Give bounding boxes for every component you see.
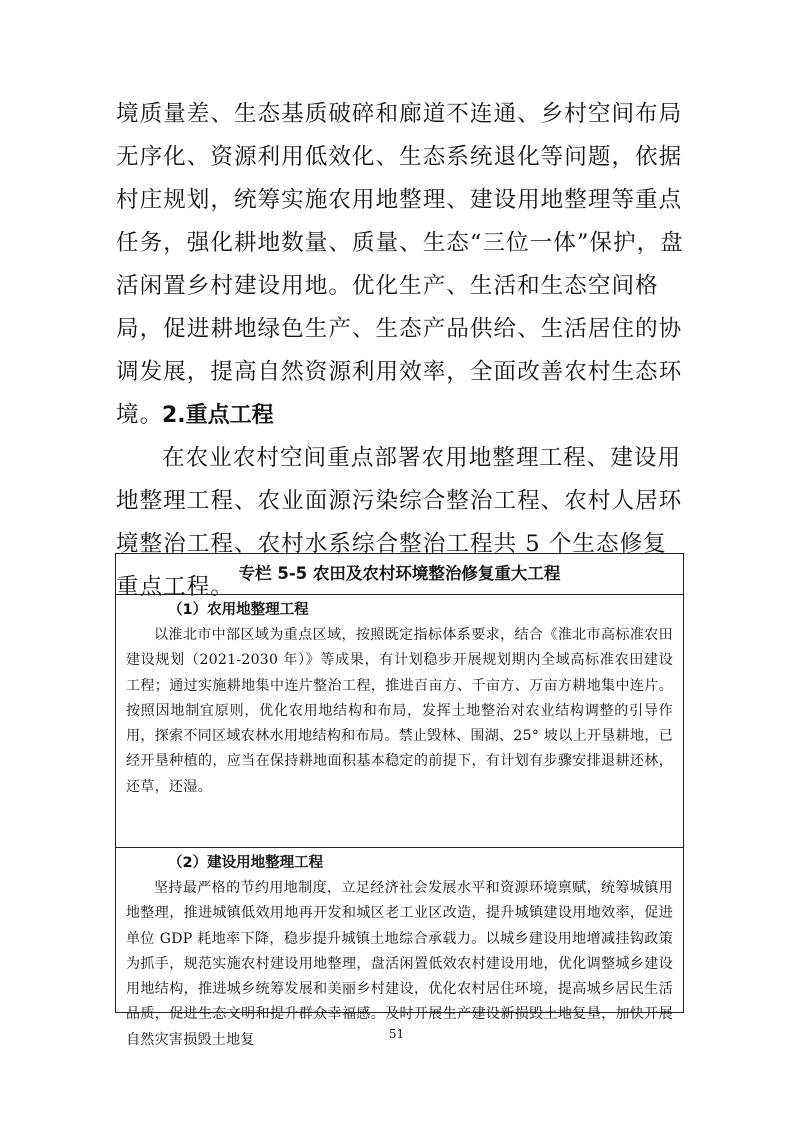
page-number: 51 [388, 1027, 405, 1041]
box-title: 专栏 5-5 农田及农村环境整治修复重大工程 [116, 554, 683, 595]
box-section-text: 以淮北市中部区域为重点区域，按照既定指标体系要求，结合《淮北市高标准农田建设规划（2021-2030 年）》等成果，有计划稳步开展规划期内全域高标准农田建设工程；通过实施耕地集中连片整治工程，推进百亩方、千亩方、万亩方耕地集中连片。按照因地制宜原则，优化农用地结构和布局，发挥土地整治对农业结构调整的引导作用，探索不同区域农林水用地结构和布局。禁止毁林、围湖、25° 坡以上开垦耕地，已经开垦种植的，应当在保持耕地面积基本稳定的前提下，有计划有步骤安排退耕还林，还草，还湿。 [126, 627, 673, 795]
box-section-farmland [116, 595, 683, 848]
box-section-heading: （1）农用地整理工程 [168, 602, 309, 618]
box-section-text: 坚持最严格的节约用地制度，立足经济社会发展水平和资源环境禀赋，统筹城镇用地整理，推进城镇低效用地再开发和城区老工业区改造，提升城镇建设用地效率，促进单位 GDP 耗地率下降，稳步提升城镇土地综合承载力。以城乡建设用地增减挂钩政策为抓手，规范实施农村建设用地整理，盘活闲置低效农村建设用地，优化调整城乡建设用地结构，推进城乡统筹发展和美丽乡村建设，优化农村居住环境，提高城乡居民生活品质，促进生态文明和提升群众幸福感。及时开展生产建设新损毁土地复垦，加快开展自然灾害损毁土地复 [126, 880, 673, 1048]
body-paragraph-1: 境质量差、生态基质破碎和廊道不连通、乡村空间布局无序化、资源利用低效化、生态系统退化等问题，依据村庄规划，统筹实施农用地整理、建设用地整理等重点任务，强化耕地数量、质量、生态“三位一体”保护，盘活闲置乡村建设用地。优化生产、生活和生态空间格局，促进耕地绿色生产、生态产品供给、生活居住的协调发展，提高自然资源利用效率，全面改善农村生态环境。 [116, 101, 684, 428]
box-section-construction-land [116, 848, 683, 1053]
box-section-heading: （2）建设用地整理工程 [168, 855, 324, 871]
body-paragraph-2: 在农业农村空间重点部署农用地整理工程、建设用地整理工程、农业面源污染综合整治工程、农村人居环境整治工程、农村水系综合整治工程共 5 个生态修复重点工程。 [116, 445, 683, 600]
section-heading: 2.重点工程 [162, 403, 274, 428]
